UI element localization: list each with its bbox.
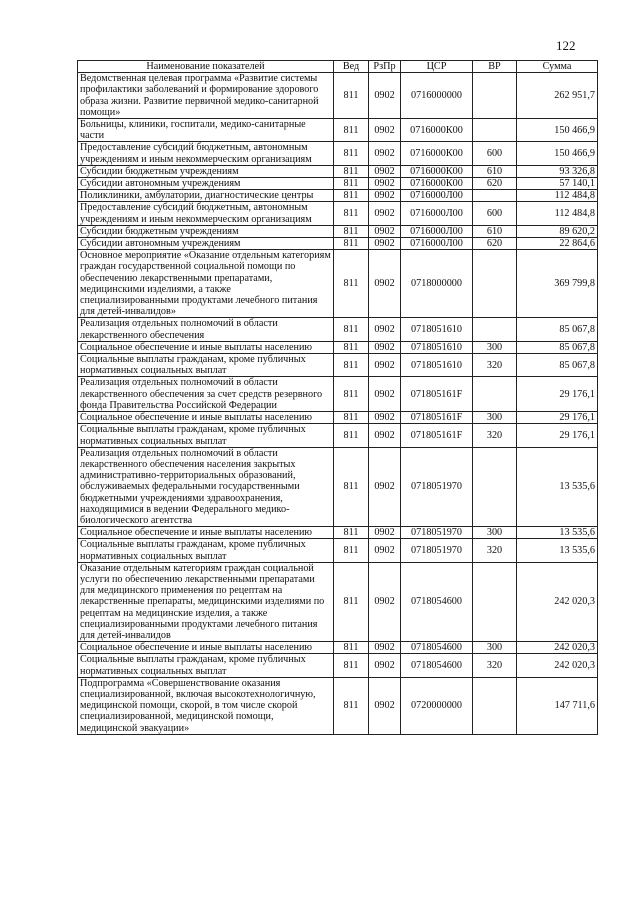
cell-sum: 112 484,8 (517, 190, 598, 202)
cell-sum: 85 067,8 (517, 354, 598, 377)
cell-vr: 300 (473, 642, 517, 654)
cell-vr: 300 (473, 527, 517, 539)
cell-sum: 262 951,7 (517, 73, 598, 119)
cell-vr: 600 (473, 202, 517, 225)
cell-rzpr: 0902 (369, 190, 401, 202)
cell-csr: 0718054600 (401, 642, 473, 654)
cell-ved: 811 (334, 225, 369, 237)
cell-rzpr: 0902 (369, 654, 401, 677)
table-row (78, 412, 598, 424)
cell-rzpr: 0902 (369, 165, 401, 177)
cell-csr: 0718051610 (401, 318, 473, 341)
cell-csr: 0716000Л00 (401, 190, 473, 202)
cell-rzpr: 0902 (369, 447, 401, 526)
cell-ved: 811 (334, 377, 369, 412)
cell-csr: 0718051970 (401, 527, 473, 539)
cell-vr (473, 377, 517, 412)
cell-rzpr: 0902 (369, 142, 401, 165)
header-vr: ВР (473, 61, 517, 73)
cell-sum: 150 466,9 (517, 119, 598, 142)
cell-csr: 0718051970 (401, 447, 473, 526)
cell-sum: 57 140,1 (517, 178, 598, 190)
cell-name: Реализация отдельных полномочий в области лекарственного обеспечения (78, 318, 334, 341)
cell-sum: 13 535,6 (517, 527, 598, 539)
table-header-row (78, 61, 598, 73)
cell-ved: 811 (334, 654, 369, 677)
cell-ved: 811 (334, 318, 369, 341)
cell-sum: 369 799,8 (517, 250, 598, 318)
cell-name: Субсидии автономным учреждениям (78, 238, 334, 250)
cell-sum: 242 020,3 (517, 642, 598, 654)
cell-csr: 071805161F (401, 424, 473, 447)
cell-csr: 0718000000 (401, 250, 473, 318)
cell-rzpr: 0902 (369, 412, 401, 424)
cell-name: Поликлиники, амбулатории, диагностические центры (78, 190, 334, 202)
cell-sum: 242 020,3 (517, 654, 598, 677)
cell-ved: 811 (334, 677, 369, 734)
cell-vr: 620 (473, 178, 517, 190)
cell-name: Оказание отдельным категориям граждан социальной услуги по обеспечению лекарственными препаратами для медицинского применения по рецептам на лекарственные препараты, медицинскими изделиями по рецептам на медицинские изделия, а также специализированными продуктами лечебного питания для детей-инвалидов (78, 562, 334, 641)
cell-ved: 811 (334, 238, 369, 250)
cell-vr: 320 (473, 654, 517, 677)
cell-rzpr: 0902 (369, 677, 401, 734)
cell-sum: 85 067,8 (517, 341, 598, 353)
cell-csr: 071805161F (401, 412, 473, 424)
table-row (78, 527, 598, 539)
cell-vr (473, 190, 517, 202)
cell-rzpr: 0902 (369, 225, 401, 237)
cell-ved: 811 (334, 73, 369, 119)
cell-vr: 620 (473, 238, 517, 250)
cell-ved: 811 (334, 527, 369, 539)
cell-ved: 811 (334, 642, 369, 654)
cell-csr: 0716000К00 (401, 165, 473, 177)
cell-name: Больницы, клиники, госпитали, медико-санитарные части (78, 119, 334, 142)
cell-name: Социальное обеспечение и иные выплаты населению (78, 527, 334, 539)
cell-sum: 22 864,6 (517, 238, 598, 250)
cell-vr: 610 (473, 225, 517, 237)
table-row (78, 318, 598, 341)
table-row (78, 677, 598, 734)
cell-csr: 0716000Л00 (401, 202, 473, 225)
table-row (78, 447, 598, 526)
cell-name: Субсидии автономным учреждениям (78, 178, 334, 190)
cell-name: Социальные выплаты гражданам, кроме публичных нормативных социальных выплат (78, 539, 334, 562)
cell-vr (473, 73, 517, 119)
cell-name: Подпрограмма «Совершенствование оказания специализированной, включая высокотехнологичную, медицинской помощи, скорой, в том числе скорой специализированной, медицинской помощи, медицинской эвакуации» (78, 677, 334, 734)
table-row (78, 165, 598, 177)
cell-name: Предоставление субсидий бюджетным, автономным учреждениям и иным некоммерческим организациям (78, 202, 334, 225)
header-rzpr: РзПр (369, 61, 401, 73)
cell-ved: 811 (334, 165, 369, 177)
cell-ved: 811 (334, 539, 369, 562)
cell-ved: 811 (334, 424, 369, 447)
header-name: Наименование показателей (78, 61, 334, 73)
cell-name: Социальные выплаты гражданам, кроме публичных нормативных социальных выплат (78, 424, 334, 447)
cell-sum: 242 020,3 (517, 562, 598, 641)
table-row (78, 642, 598, 654)
table-row (78, 119, 598, 142)
cell-rzpr: 0902 (369, 377, 401, 412)
cell-rzpr: 0902 (369, 119, 401, 142)
cell-csr: 0718051970 (401, 539, 473, 562)
table-row (78, 562, 598, 641)
cell-rzpr: 0902 (369, 354, 401, 377)
table-row (78, 250, 598, 318)
table-row (78, 202, 598, 225)
header-sum: Сумма (517, 61, 598, 73)
cell-csr: 0720000000 (401, 677, 473, 734)
cell-vr: 320 (473, 539, 517, 562)
cell-ved: 811 (334, 250, 369, 318)
table-row (78, 225, 598, 237)
cell-vr (473, 250, 517, 318)
cell-sum: 112 484,8 (517, 202, 598, 225)
cell-rzpr: 0902 (369, 250, 401, 318)
cell-rzpr: 0902 (369, 202, 401, 225)
header-csr: ЦСР (401, 61, 473, 73)
cell-csr: 0716000000 (401, 73, 473, 119)
cell-name: Предоставление субсидий бюджетным, автономным учреждениям и иным некоммерческим организациям (78, 142, 334, 165)
cell-vr (473, 318, 517, 341)
cell-rzpr: 0902 (369, 642, 401, 654)
cell-csr: 0718054600 (401, 654, 473, 677)
table-row (78, 354, 598, 377)
cell-rzpr: 0902 (369, 238, 401, 250)
cell-ved: 811 (334, 562, 369, 641)
table-row (78, 238, 598, 250)
table-row (78, 178, 598, 190)
cell-ved: 811 (334, 412, 369, 424)
table-body (78, 73, 598, 735)
cell-ved: 811 (334, 142, 369, 165)
cell-name: Социальное обеспечение и иные выплаты населению (78, 412, 334, 424)
cell-vr: 320 (473, 354, 517, 377)
cell-csr: 0716000К00 (401, 119, 473, 142)
cell-name: Субсидии бюджетным учреждениям (78, 165, 334, 177)
cell-csr: 071805161F (401, 377, 473, 412)
table-row (78, 377, 598, 412)
cell-name: Ведомственная целевая программа «Развитие системы профилактики заболеваний и формирование здорового образа жизни. Развитие первичной медико-санитарной помощи» (78, 73, 334, 119)
cell-sum: 29 176,1 (517, 412, 598, 424)
table-row (78, 142, 598, 165)
cell-sum: 147 711,6 (517, 677, 598, 734)
cell-sum: 13 535,6 (517, 447, 598, 526)
cell-vr (473, 447, 517, 526)
cell-ved: 811 (334, 178, 369, 190)
cell-csr: 0718054600 (401, 562, 473, 641)
cell-ved: 811 (334, 354, 369, 377)
table-row (78, 539, 598, 562)
cell-csr: 0718051610 (401, 341, 473, 353)
table-row (78, 190, 598, 202)
cell-name: Социальное обеспечение и иные выплаты населению (78, 341, 334, 353)
cell-rzpr: 0902 (369, 73, 401, 119)
cell-ved: 811 (334, 119, 369, 142)
cell-csr: 0718051610 (401, 354, 473, 377)
table-row (78, 424, 598, 447)
cell-rzpr: 0902 (369, 424, 401, 447)
cell-rzpr: 0902 (369, 562, 401, 641)
cell-vr (473, 119, 517, 142)
cell-csr: 0716000Л00 (401, 225, 473, 237)
cell-vr: 300 (473, 412, 517, 424)
cell-ved: 811 (334, 202, 369, 225)
cell-name: Реализация отдельных полномочий в области лекарственного обеспечения населения закрытых административно-территориальных образований, обслуживаемых федеральными государственными бюджетными учреждениями здравоохранения, находящимися в ведении Федерального медико-биологического агентства (78, 447, 334, 526)
page-number: 122 (556, 38, 576, 53)
cell-name: Субсидии бюджетным учреждениям (78, 225, 334, 237)
cell-rzpr: 0902 (369, 318, 401, 341)
cell-vr: 320 (473, 424, 517, 447)
budget-table (77, 60, 598, 735)
cell-vr (473, 677, 517, 734)
cell-vr: 600 (473, 142, 517, 165)
cell-sum: 150 466,9 (517, 142, 598, 165)
cell-sum: 29 176,1 (517, 377, 598, 412)
cell-ved: 811 (334, 190, 369, 202)
cell-name: Основное мероприятие «Оказание отдельным категориям граждан государственной социальной помощи по обеспечению лекарственными препаратами, медицинскими изделиями, а также специализированными продуктами лечебного питания для детей-инвалидов» (78, 250, 334, 318)
cell-csr: 0716000К00 (401, 178, 473, 190)
cell-sum: 29 176,1 (517, 424, 598, 447)
cell-sum: 93 326,8 (517, 165, 598, 177)
cell-vr: 610 (473, 165, 517, 177)
cell-sum: 89 620,2 (517, 225, 598, 237)
cell-sum: 13 535,6 (517, 539, 598, 562)
table-row (78, 654, 598, 677)
cell-name: Социальное обеспечение и иные выплаты населению (78, 642, 334, 654)
cell-name: Социальные выплаты гражданам, кроме публичных нормативных социальных выплат (78, 354, 334, 377)
cell-ved: 811 (334, 341, 369, 353)
cell-rzpr: 0902 (369, 527, 401, 539)
cell-rzpr: 0902 (369, 341, 401, 353)
cell-ved: 811 (334, 447, 369, 526)
cell-csr: 0716000Л00 (401, 238, 473, 250)
cell-csr: 0716000К00 (401, 142, 473, 165)
cell-sum: 85 067,8 (517, 318, 598, 341)
cell-rzpr: 0902 (369, 539, 401, 562)
table-row (78, 73, 598, 119)
table-row (78, 341, 598, 353)
cell-vr: 300 (473, 341, 517, 353)
header-ved: Вед (334, 61, 369, 73)
cell-name: Реализация отдельных полномочий в области лекарственного обеспечения за счет средств резервного фонда Правительства Российской Федерации (78, 377, 334, 412)
cell-rzpr: 0902 (369, 178, 401, 190)
cell-name: Социальные выплаты гражданам, кроме публичных нормативных социальных выплат (78, 654, 334, 677)
cell-vr (473, 562, 517, 641)
